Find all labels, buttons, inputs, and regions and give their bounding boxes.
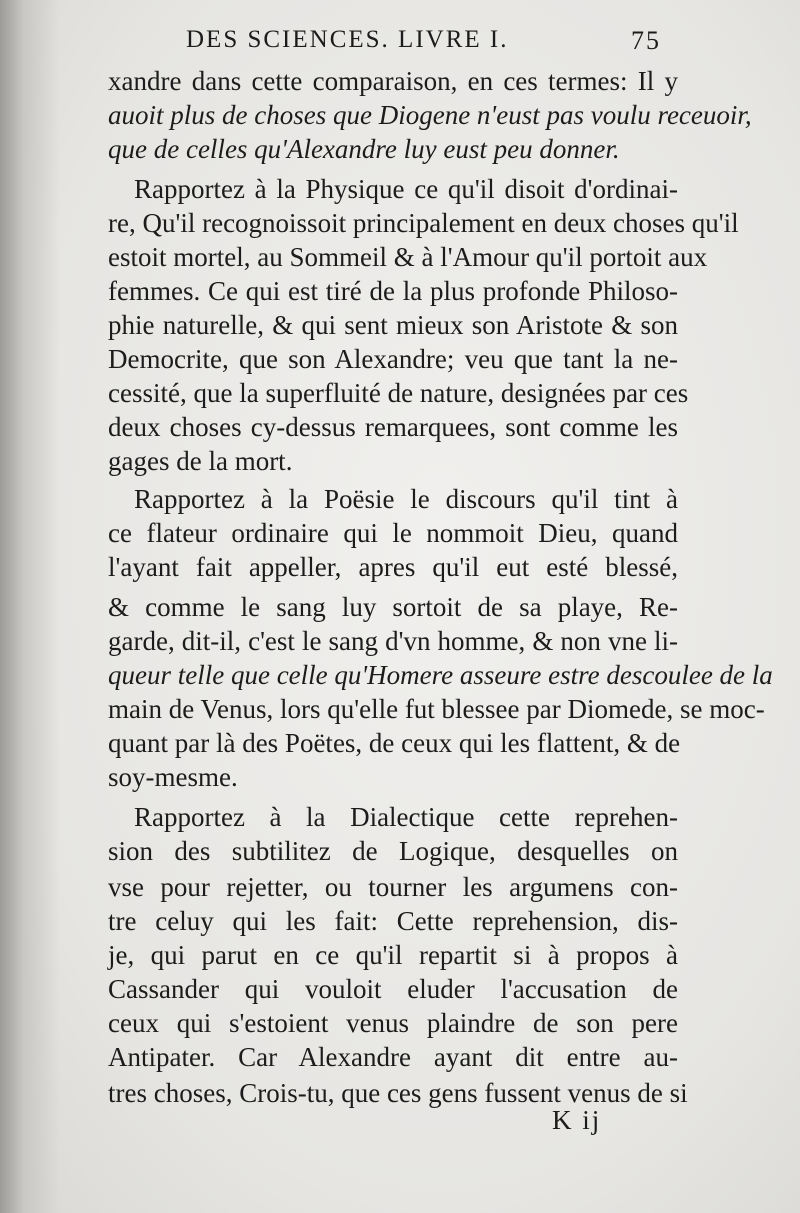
text-line: auoit plus de choses que Diogene n'eust pas voulu receuoir,	[108, 100, 752, 130]
text-line: queur telle que celle qu'Homere asseure estre descoulee de la	[108, 660, 773, 690]
text-line: garde, dit-il, c'est le sang d'vn homme, & non vne li-	[108, 626, 678, 656]
text-line: tre celuy qui les fait: Cette reprehension, dis-	[108, 906, 678, 936]
page-number: 75	[631, 26, 661, 55]
binding-gutter-shadow	[0, 0, 60, 1213]
running-title: DES SCIENCES. LIVRE I.	[186, 26, 509, 53]
text-line: gages de la mort.	[108, 446, 293, 476]
text-line: quant par là des Poëtes, de ceux qui les flattent, & de	[108, 728, 681, 758]
text-line: sion des subtilitez de Logique, desquelles on	[108, 836, 678, 866]
text-line: & comme le sang luy sortoit de sa playe, Re-	[108, 592, 678, 622]
text-line: ce flateur ordinaire qui le nommoit Dieu, quand	[108, 518, 678, 548]
text-line: phie naturelle, & qui sent mieux son Aristote & son	[108, 310, 678, 340]
text-line: que de celles qu'Alexandre luy eust peu donner.	[108, 134, 620, 164]
text-line: je, qui parut en ce qu'il repartit si à propos à	[108, 940, 678, 970]
text-line: soy-mesme.	[108, 762, 238, 792]
text-line: l'ayant fait appeller, apres qu'il eut esté blessé,	[108, 552, 678, 582]
text-line: Cassander qui vouloit eluder l'accusation de	[108, 974, 678, 1004]
text-line: tres choses, Crois-tu, que ces gens fussent venus de si	[108, 1078, 688, 1108]
text-line: Antipater. Car Alexandre ayant dit entre au-	[108, 1042, 678, 1072]
text-line: deux choses cy-dessus remarquees, sont comme les	[108, 412, 678, 442]
text-line: vse pour rejetter, ou tourner les argumens con-	[108, 872, 678, 902]
text-line: re, Qu'il recognoissoit principalement en deux choses qu'il	[108, 208, 739, 238]
signature-mark: K ij	[552, 1105, 602, 1135]
text-line: cessité, que la superfluité de nature, designées par ces	[108, 378, 689, 408]
paragraph-start-line: Rapportez à la Poësie le discours qu'il tint à	[134, 484, 678, 514]
text-line: femmes. Ce qui est tiré de la plus profonde Philoso-	[108, 276, 678, 306]
text-line: main de Venus, lors qu'elle fut blessee par Diomede, se moc-	[108, 694, 765, 724]
text-line: ceux qui s'estoient venus plaindre de son pere	[108, 1008, 678, 1038]
paragraph-start-line: Rapportez à la Physique ce qu'il disoit d'ordinai-	[134, 174, 678, 204]
text-line: Democrite, que son Alexandre; veu que tant la ne-	[108, 344, 678, 374]
paragraph-start-line: Rapportez à la Dialectique cette reprehen-	[134, 802, 678, 832]
text-line: xandre dans cette comparaison, en ces termes: Il y	[108, 66, 678, 96]
text-line: estoit mortel, au Sommeil & à l'Amour qu'il portoit aux	[108, 242, 708, 272]
